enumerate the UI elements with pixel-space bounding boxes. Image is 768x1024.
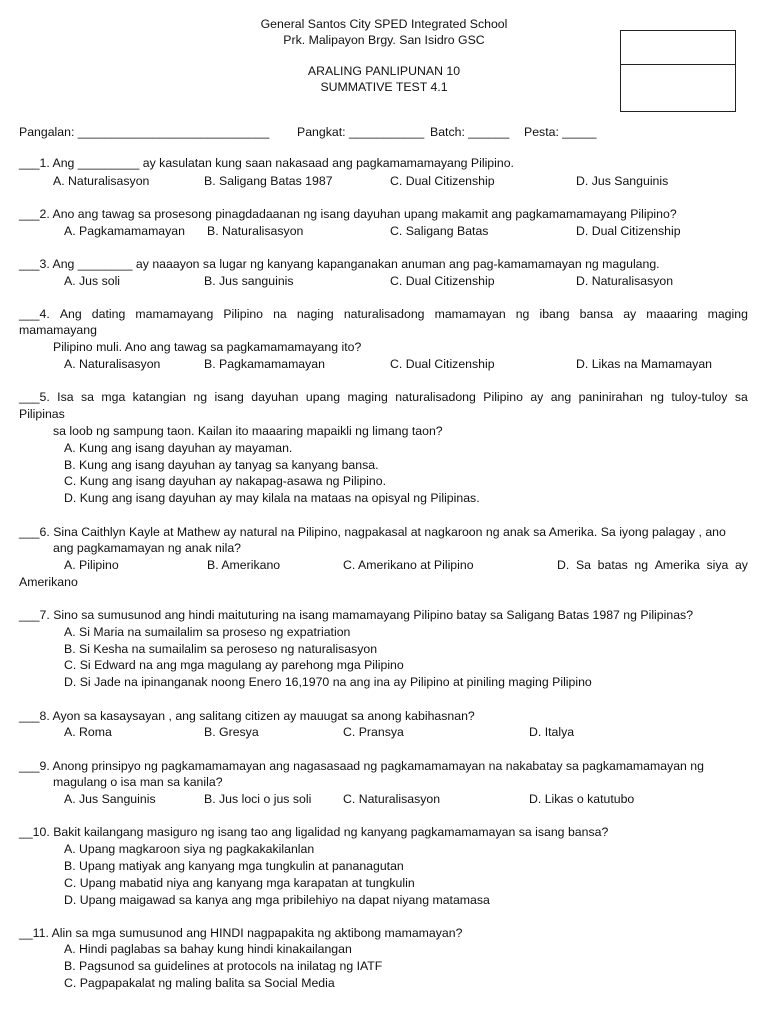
word: maging <box>707 307 748 321</box>
q2-choice-c: C. Saligang Batas <box>390 224 489 238</box>
q10-stem: __10. Bakit kailangang masiguro ng isang tao ang ligalidad ng kanyang pagkamamamayan sa isang bansa? <box>19 825 609 839</box>
word: mamamayan <box>434 307 506 321</box>
word: dayuhan <box>251 390 299 404</box>
subject-title: ARALING PANLIPUNAN 10 <box>307 64 461 78</box>
q6-choice-d-cont: Amerikano <box>19 575 78 589</box>
q2-stem: ___2. Ano ang tawag sa prosesong pinagdadaanan ng isang dayuhan upang makamit ang pagkamamamayang Pilipino? <box>19 207 677 221</box>
q9-choice-b: B. Jus loci o jus soli <box>204 792 312 806</box>
q10-choice-c: C. Upang mabatid niya ang kanyang mga karapatan at tungkulin <box>64 876 415 890</box>
q3-choice-b: B. Jus sanguinis <box>204 274 294 288</box>
word: mga <box>101 390 126 404</box>
q7-choice-c: C. Si Edward na ang mga magulang ay parehong mga Pilipino <box>64 658 404 672</box>
q5-choice-c: C. Kung ang isang dayuhan ay nakapag-asawa ng Pilipino. <box>64 474 386 488</box>
q6-choice-d <box>557 558 748 573</box>
q8-choice-c: C. Pransya <box>343 725 404 739</box>
word: mamamayang <box>135 307 214 321</box>
q4-stem-cont: mamamayang <box>19 323 97 337</box>
q9-choice-c: C. Naturalisasyon <box>343 792 441 806</box>
q4-stem-2: Pilipino muli. Ano ang tawag sa pagkamamamayang ito? <box>53 340 362 354</box>
word: maaaring <box>646 307 698 321</box>
word: sa <box>734 390 748 404</box>
q11-choice-a: A. Hindi paglabas sa bahay kung hindi kinakailangan <box>64 942 352 956</box>
q1-choice-c: C. Dual Citizenship <box>390 174 495 188</box>
q9-stem: ___9. Anong prinsipyo ng pagkamamamayan ang nagasasaad ng pagkamamamayan na nakabatay sa pagkamamamayan ng <box>19 759 704 773</box>
word: isang <box>214 390 244 404</box>
date-field: Pesta: _____ <box>524 125 597 139</box>
q4-choice-c: C. Dual Citizenship <box>390 357 495 371</box>
q3-choice-a: A. Jus soli <box>64 274 121 288</box>
q9-stem-2: magulang o isa man sa kanila? <box>53 775 223 789</box>
q5-choice-d: D. Kung ang isang dayuhan ay may kilala na mataas na opisyal ng Pilipinas. <box>64 491 480 505</box>
q9-choice-a: A. Jus Sanguinis <box>64 792 156 806</box>
q7-stem: ___7. Sino sa sumusunod ang hindi maituturing na isang mamamayang Pilipino batay sa Saligang Batas 1987 ng Pilipinas? <box>19 608 694 622</box>
word: upang <box>305 390 341 404</box>
q11-choice-c: C. Pagpapakalat ng maling balita sa Social Media <box>64 976 335 990</box>
test-title: SUMMATIVE TEST 4.1 <box>320 80 448 94</box>
q1-choice-b: B. Saligang Batas 1987 <box>204 174 333 188</box>
word: naging <box>296 307 334 321</box>
word: Pilipino <box>483 390 523 404</box>
word: dating <box>91 307 126 321</box>
word: paninirahan <box>578 390 643 404</box>
q6-choice-a: A. Pilipino <box>64 558 119 572</box>
q8-choice-b: B. Gresya <box>204 725 259 739</box>
word: maging <box>347 390 388 404</box>
q4-choice-b: B. Pagkamamamayan <box>204 357 325 371</box>
word: siya <box>706 558 729 572</box>
word: na <box>273 307 287 321</box>
word: Amerika <box>654 558 700 572</box>
word: Pilipino <box>223 307 264 321</box>
word: Isa <box>57 390 74 404</box>
word: Sa <box>575 558 591 572</box>
name-field: Pangalan: ____________________________ <box>19 125 270 139</box>
q3-choice-c: C. Dual Citizenship <box>390 274 495 288</box>
q4-choice-d: D. Likas na Mamamayan <box>576 357 713 371</box>
q9-choice-d: D. Likas o katutubo <box>529 792 635 806</box>
word: ay <box>734 558 748 572</box>
q7-choice-a: A. Si Maria na sumailalim sa proseso ng expatriation <box>64 625 351 639</box>
word: bansa <box>579 307 614 321</box>
q6-choice-b: B. Amerikano <box>207 558 281 572</box>
q1-choice-a: A. Naturalisasyon <box>53 174 150 188</box>
word: ay <box>623 307 637 321</box>
word: katangian <box>132 390 187 404</box>
word: naturalisadong <box>395 390 476 404</box>
word: ng <box>515 307 530 321</box>
q2-choice-a: A. Pagkamamamayan <box>64 224 185 238</box>
q1-stem: ___1. Ang _________ ay kasulatan kung saan nakasaad ang pagkamamamayang Pilipino. <box>19 156 514 170</box>
q5-stem <box>19 390 748 405</box>
q6-choice-c: C. Amerikano at Pilipino <box>343 558 474 572</box>
q4-choice-a: A. Naturalisasyon <box>64 357 161 371</box>
q10-choice-d: D. Upang maigawad sa kanya ang mga pribilehiyo na dapat niyang matamasa <box>64 893 490 907</box>
word: ___4. <box>19 307 50 321</box>
q5-stem-2: sa loob ng sampung taon. Kailan ito maaaring mapaikli ng limang taon? <box>53 424 443 438</box>
school-address: Prk. Malipayon Brgy. San Isidro GSC <box>283 33 485 47</box>
word: ang <box>550 390 572 404</box>
word: ay <box>530 390 544 404</box>
q2-choice-b: B. Naturalisasyon <box>207 224 304 238</box>
q3-choice-d: D. Naturalisasyon <box>576 274 674 288</box>
q10-choice-b: B. Upang matiyak ang kanyang mga tungkulin at pananagutan <box>64 859 404 873</box>
word: D. <box>557 558 570 572</box>
word: ng <box>634 558 649 572</box>
q5-choice-b: B. Kung ang isang dayuhan ay tanyag sa kanyang bansa. <box>64 458 379 472</box>
q6-stem: ___6. Sina Caithlyn Kayle at Mathew ay natural na Pilipino, nagpakasal at nagkaroon ng anak sa Amerika. Sa iyong palagay , ano <box>19 525 726 539</box>
q8-choice-d: D. Italya <box>529 725 575 739</box>
q1-choice-d: D. Jus Sanguinis <box>576 174 669 188</box>
word: ng <box>650 390 664 404</box>
word: Ang <box>59 307 82 321</box>
word: sa <box>80 390 94 404</box>
score-box-divider <box>621 64 735 65</box>
section-field: Pangkat: ___________ <box>297 125 425 139</box>
word: tuloy-tuloy <box>671 390 728 404</box>
q8-choice-a: A. Roma <box>64 725 112 739</box>
word: naturalisadong <box>343 307 425 321</box>
q10-choice-a: A. Upang magkaroon siya ng pagkakakilanlan <box>64 842 315 856</box>
word: batas <box>597 558 628 572</box>
word: ___5. <box>19 390 50 404</box>
q11-choice-b: B. Pagsunod sa guidelines at protocols na inilatag ng IATF <box>64 959 383 973</box>
q7-choice-b: B. Si Kesha na sumailalim sa peroseso ng naturalisasyon <box>64 642 378 656</box>
q11-stem: __11. Alin sa mga sumusunod ang HINDI nagpapakita ng aktibong mamamayan? <box>19 926 463 940</box>
word: ng <box>193 390 208 404</box>
q5-stem-cont: Pilipinas <box>19 407 65 421</box>
batch-field: Batch: ______ <box>430 125 510 139</box>
word: ibang <box>539 307 570 321</box>
q5-choice-a: A. Kung ang isang dayuhan ay mayaman. <box>64 441 293 455</box>
school-name: General Santos City SPED Integrated School <box>260 17 508 31</box>
q8-stem: ___8. Ayon sa kasaysayan , ang salitang citizen ay mauugat sa anong kabihasnan? <box>19 709 475 723</box>
q6-stem-2: ang pagkamamayan ng anak nila? <box>53 541 242 555</box>
q7-choice-d: D. Si Jade na ipinanganak noong Enero 16,1970 na ang ina ay Pilipino at piniling maging Pilipino <box>64 675 592 689</box>
score-box <box>620 30 736 112</box>
q3-stem: ___3. Ang ________ ay naaayon sa lugar ng kanyang kapanganakan anuman ang pag-kamamamayan ng magulang. <box>19 257 660 271</box>
q2-choice-d: D. Dual Citizenship <box>576 224 681 238</box>
q4-stem <box>19 307 748 322</box>
